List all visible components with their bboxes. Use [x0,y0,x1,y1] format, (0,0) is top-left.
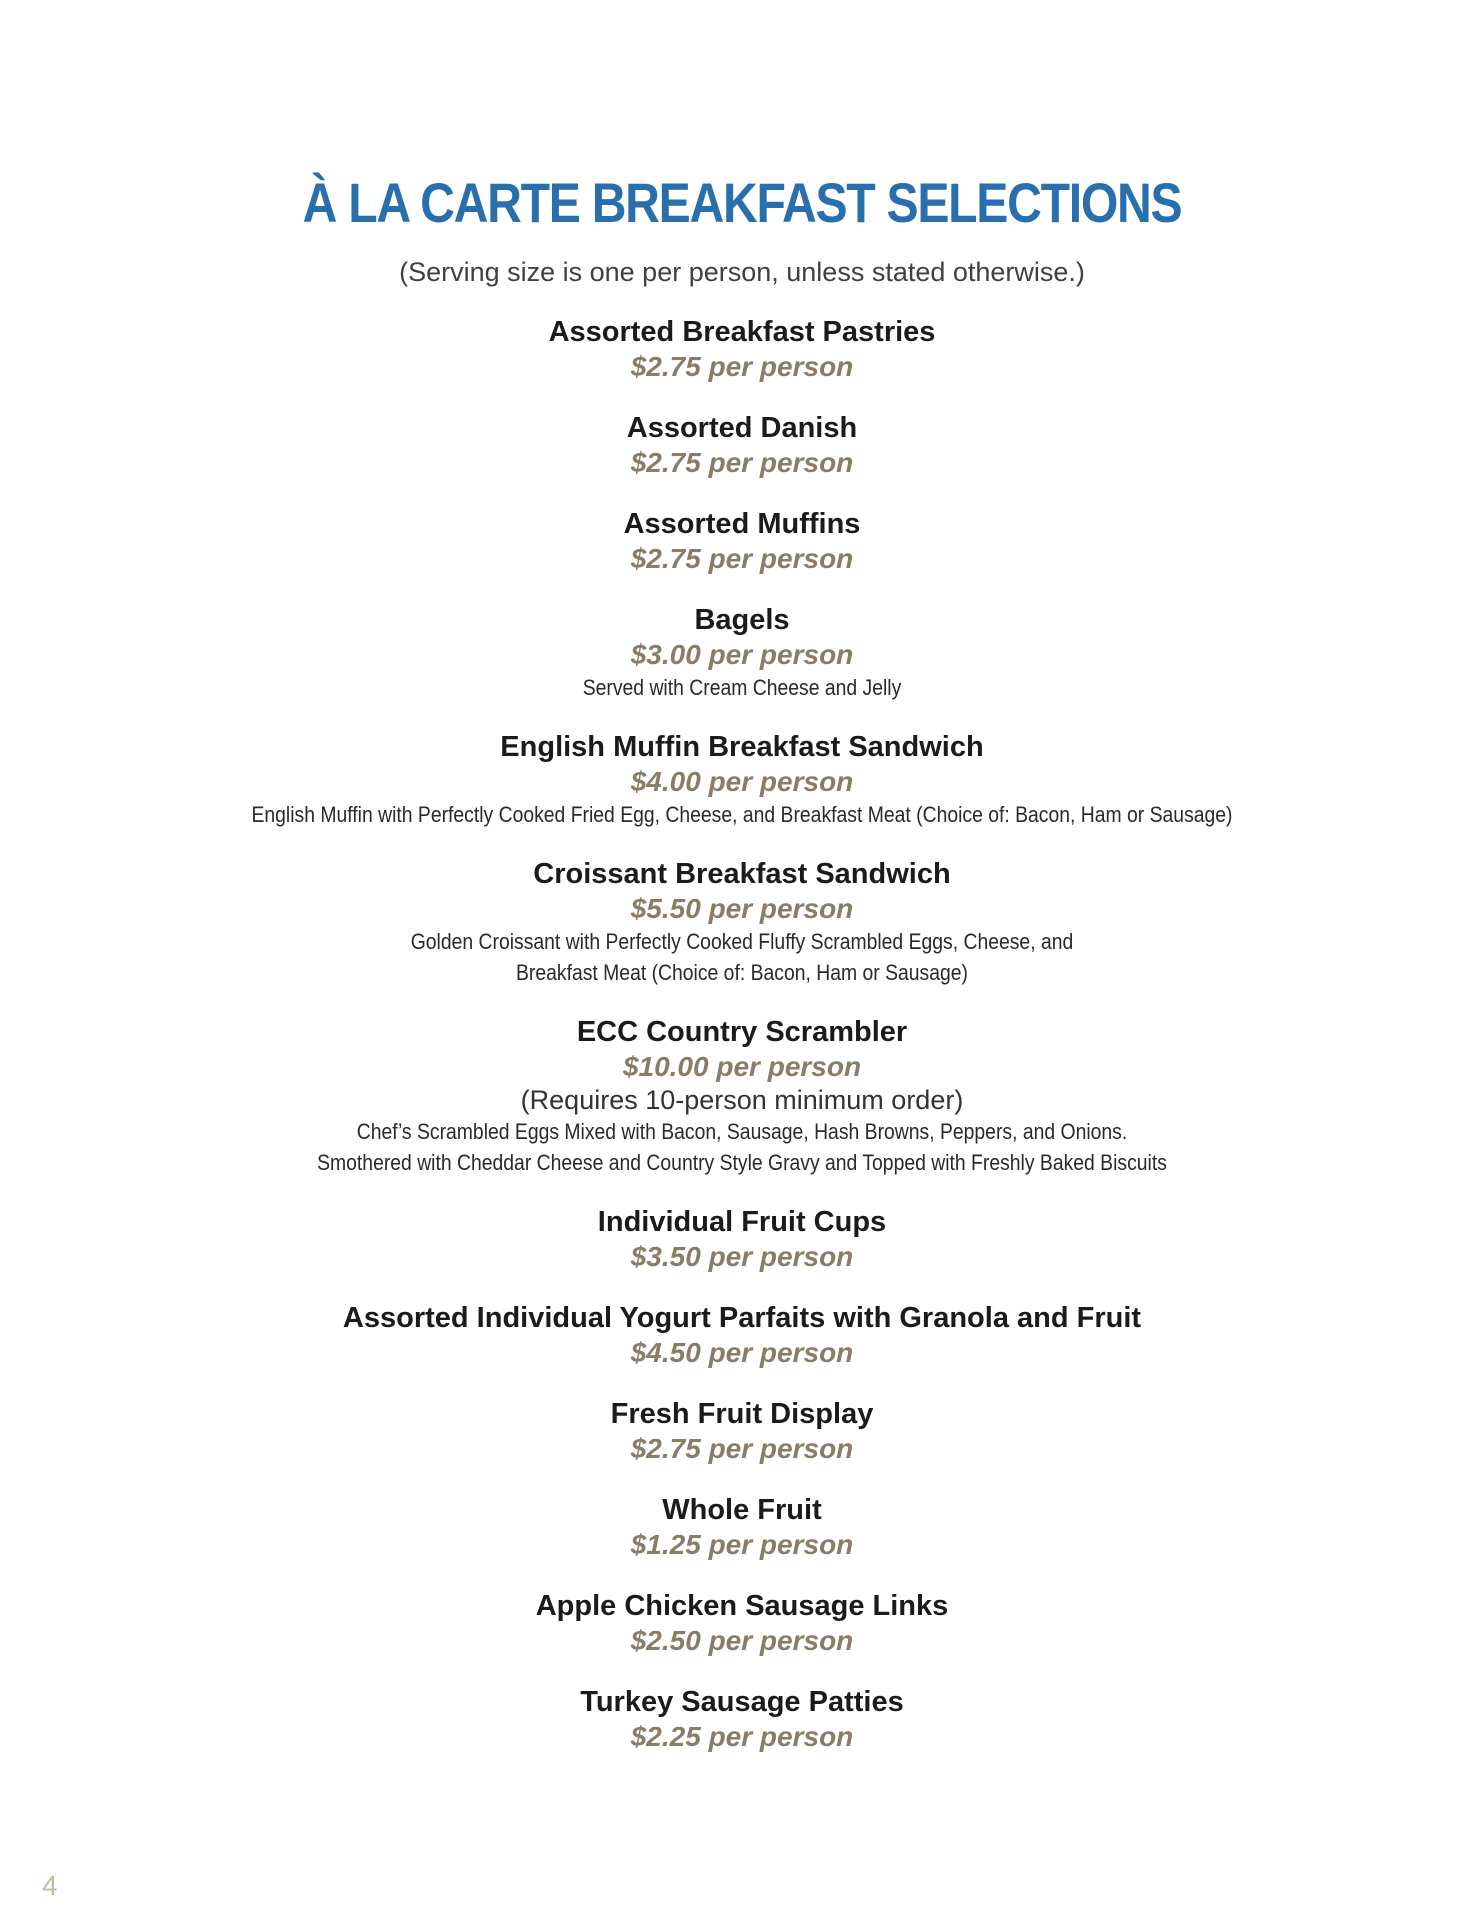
page-title: À LA CARTE BREAKFAST SELECTIONS [302,171,1182,234]
item-name: Turkey Sausage Patties [580,1686,904,1718]
menu-item [0,602,1484,703]
item-price: $1.25 per person [630,1529,854,1560]
menu-item [0,1396,1484,1466]
item-price: $5.50 per person [630,893,854,924]
serving-size-note: (Serving size is one per person, unless stated otherwise.) [399,257,1085,287]
menu-item [0,856,1484,988]
item-price: $4.50 per person [630,1337,854,1368]
item-price: $4.00 per person [630,766,854,797]
menu-item [0,1588,1484,1658]
minimum-order-note: (Requires 10-person minimum order) [520,1085,964,1115]
item-price: $3.00 per person [630,639,854,670]
item-description: Smothered with Cheddar Cheese and Country Style Gravy and Topped with Freshly Baked Biscuits [317,1150,1167,1175]
item-price: $2.25 per person [630,1721,854,1752]
menu-item [0,410,1484,480]
item-price: $2.75 per person [630,351,854,382]
item-name: Apple Chicken Sausage Links [535,1590,949,1622]
item-name: Assorted Individual Yogurt Parfaits with Granola and Fruit [342,1302,1142,1334]
item-price: $10.00 per person [622,1051,862,1082]
item-name: Assorted Breakfast Pastries [548,316,936,348]
item-price: $2.75 per person [630,447,854,478]
item-name: Bagels [694,604,790,636]
item-price: $2.75 per person [630,1433,854,1464]
menu-item [0,506,1484,576]
item-name: Assorted Muffins [623,508,861,540]
item-price: $2.50 per person [630,1625,854,1656]
item-description: Chef’s Scrambled Eggs Mixed with Bacon, Sausage, Hash Browns, Peppers, and Onions. [356,1119,1128,1144]
menu-item [0,1492,1484,1562]
item-description: Served with Cream Cheese and Jelly [582,675,902,700]
menu-item [0,1014,1484,1178]
item-name: ECC Country Scrambler [576,1016,908,1048]
item-name: Individual Fruit Cups [597,1206,887,1238]
item-name: Fresh Fruit Display [610,1398,874,1430]
menu-item [0,1684,1484,1754]
menu-item [0,1204,1484,1274]
item-name: Whole Fruit [662,1494,822,1526]
item-name: English Muffin Breakfast Sandwich [500,731,984,763]
item-price: $3.50 per person [630,1241,854,1272]
menu-item [0,729,1484,830]
menu-items-list [0,314,1484,1780]
page-number: 4 [42,1870,58,1901]
item-description: Golden Croissant with Perfectly Cooked Fluffy Scrambled Eggs, Cheese, and [410,929,1074,954]
item-name: Assorted Danish [626,412,858,444]
item-name: Croissant Breakfast Sandwich [533,858,951,890]
menu-item [0,1300,1484,1370]
item-price: $2.75 per person [630,543,854,574]
item-description: English Muffin with Perfectly Cooked Fried Egg, Cheese, and Breakfast Meat (Choice of: Bacon, Ham or Sausage) [251,802,1233,827]
menu-item [0,314,1484,384]
item-description: Breakfast Meat (Choice of: Bacon, Ham or Sausage) [516,960,968,985]
